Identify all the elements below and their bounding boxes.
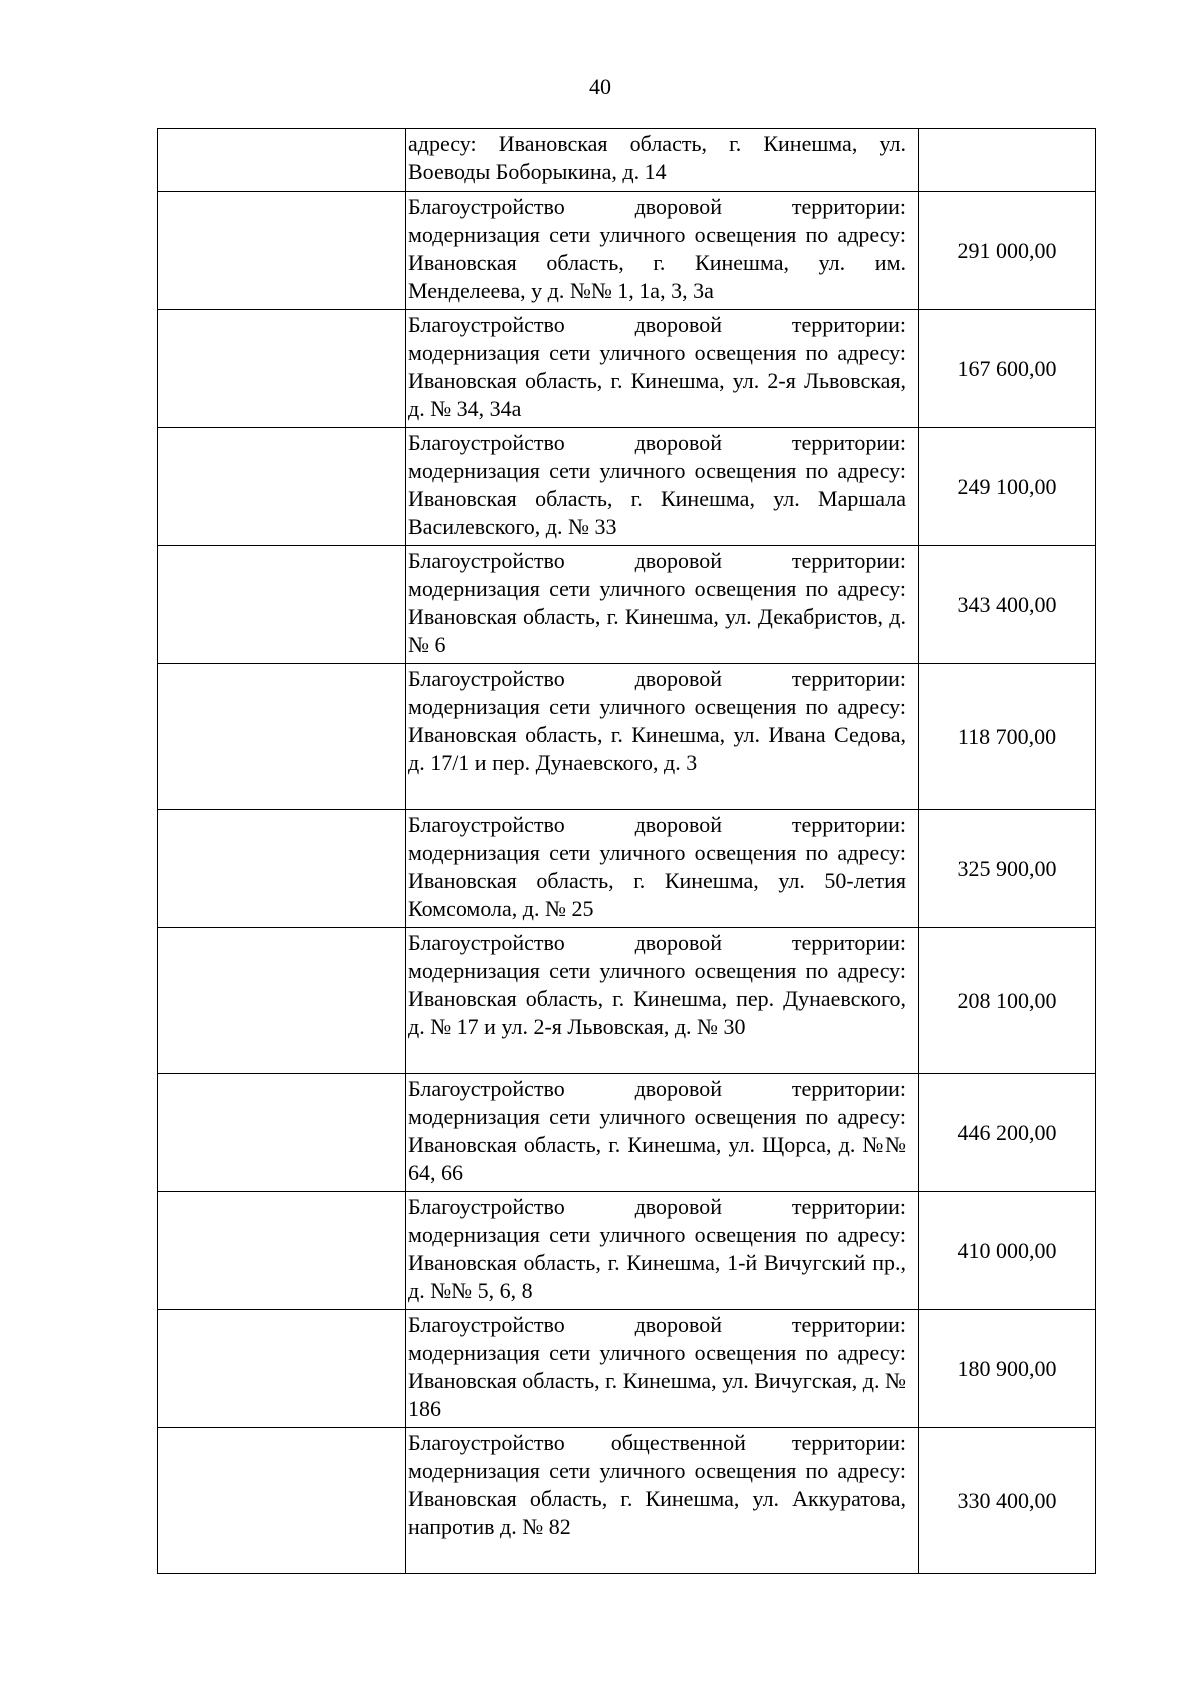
description-text: Благоустройство дворовой территории: модернизация сети уличного освещения по адресу: Ивановская область, г. Кинешма, ул. 2-я Львовская, д. № 34, 34а [408, 312, 906, 421]
description-text: Благоустройство дворовой территории: модернизация сети уличного освещения по адресу: Ивановская область, г. Кинешма, ул. 50-летия Комсомола, д. № 25 [408, 812, 906, 921]
empty-cell [158, 810, 406, 928]
amount-cell: 249 100,00 [919, 428, 1096, 546]
description-text: Благоустройство дворовой территории: модернизация сети уличного освещения по адресу: Ивановская область, г. Кинешма, 1-й Вичугский пр., д. №№ 5, 6, 8 [408, 1194, 906, 1303]
empty-cell [158, 1192, 406, 1310]
description-cell [406, 546, 919, 664]
table-row [158, 192, 1096, 310]
amount-cell: 180 900,00 [919, 1310, 1096, 1428]
table-row [158, 928, 1096, 1074]
table-row [158, 428, 1096, 546]
empty-cell [158, 310, 406, 428]
empty-cell [158, 129, 406, 192]
table-row [158, 664, 1096, 810]
description-cell [406, 1428, 919, 1574]
table-row [158, 129, 1096, 192]
table-row [158, 310, 1096, 428]
description-cell [406, 192, 919, 310]
description-cell [406, 310, 919, 428]
description-text: Благоустройство дворовой территории: модернизация сети уличного освещения по адресу: Ивановская область, г. Кинешма, ул. Вичугская, д. № 186 [408, 1312, 906, 1421]
description-text: Благоустройство дворовой территории: модернизация сети уличного освещения по адресу: Ивановская область, г. Кинешма, пер. Дунаевского, д. № 17 и ул. 2-я Львовская, д. № 30 [408, 930, 906, 1039]
page-number: 40 [589, 74, 611, 99]
table-row [158, 1074, 1096, 1192]
amount-cell: 330 400,00 [919, 1428, 1096, 1574]
table-row [158, 1192, 1096, 1310]
table-row [158, 546, 1096, 664]
description-text: Благоустройство дворовой территории: модернизация сети уличного освещения по адресу: Ивановская область, г. Кинешма, ул. Ивана Седова, д. 17/1 и пер. Дунаевского, д. 3 [408, 666, 906, 775]
description-text: Благоустройство дворовой территории: модернизация сети уличного освещения по адресу: Ивановская область, г. Кинешма, ул. Щорса, д. №№ 64, 66 [408, 1076, 906, 1185]
amount-cell: 167 600,00 [919, 310, 1096, 428]
table-row [158, 810, 1096, 928]
amount-cell: 410 000,00 [919, 1192, 1096, 1310]
description-cell [406, 1192, 919, 1310]
amount-cell [919, 129, 1096, 192]
description-cell [406, 810, 919, 928]
empty-cell [158, 192, 406, 310]
description-text: Благоустройство дворовой территории: модернизация сети уличного освещения по адресу: Ивановская область, г. Кинешма, ул. Маршала Василевского, д. № 33 [408, 430, 906, 539]
amount-cell: 291 000,00 [919, 192, 1096, 310]
empty-cell [158, 1310, 406, 1428]
description-text: Благоустройство дворовой территории: модернизация сети уличного освещения по адресу: Ивановская область, г. Кинешма, ул. им. Менделеева, у д. №№ 1, 1а, 3, 3а [408, 194, 906, 303]
description-cell [406, 1074, 919, 1192]
amount-cell: 208 100,00 [919, 928, 1096, 1074]
amount-cell: 325 900,00 [919, 810, 1096, 928]
empty-cell [158, 1074, 406, 1192]
description-cell [406, 664, 919, 810]
description-cell [406, 928, 919, 1074]
empty-cell [158, 546, 406, 664]
table-row [158, 1428, 1096, 1574]
description-text: адресу: Ивановская область, г. Кинешма, ул. Воеводы Боборыкина, д. 14 [408, 131, 906, 184]
amount-cell: 446 200,00 [919, 1074, 1096, 1192]
description-text: Благоустройство дворовой территории: модернизация сети уличного освещения по адресу: Ивановская область, г. Кинешма, ул. Декабристов, д. № 6 [408, 548, 906, 657]
description-text: Благоустройство общественной территории: модернизация сети уличного освещения по адресу: Ивановская область, г. Кинешма, ул. Аккуратова, напротив д. № 82 [408, 1430, 906, 1539]
empty-cell [158, 664, 406, 810]
amount-cell: 343 400,00 [919, 546, 1096, 664]
amount-cell: 118 700,00 [919, 664, 1096, 810]
description-cell [406, 129, 919, 192]
description-cell [406, 1310, 919, 1428]
budget-table [157, 128, 1096, 1574]
table-row [158, 1310, 1096, 1428]
empty-cell [158, 928, 406, 1074]
empty-cell [158, 1428, 406, 1574]
empty-cell [158, 428, 406, 546]
description-cell [406, 428, 919, 546]
